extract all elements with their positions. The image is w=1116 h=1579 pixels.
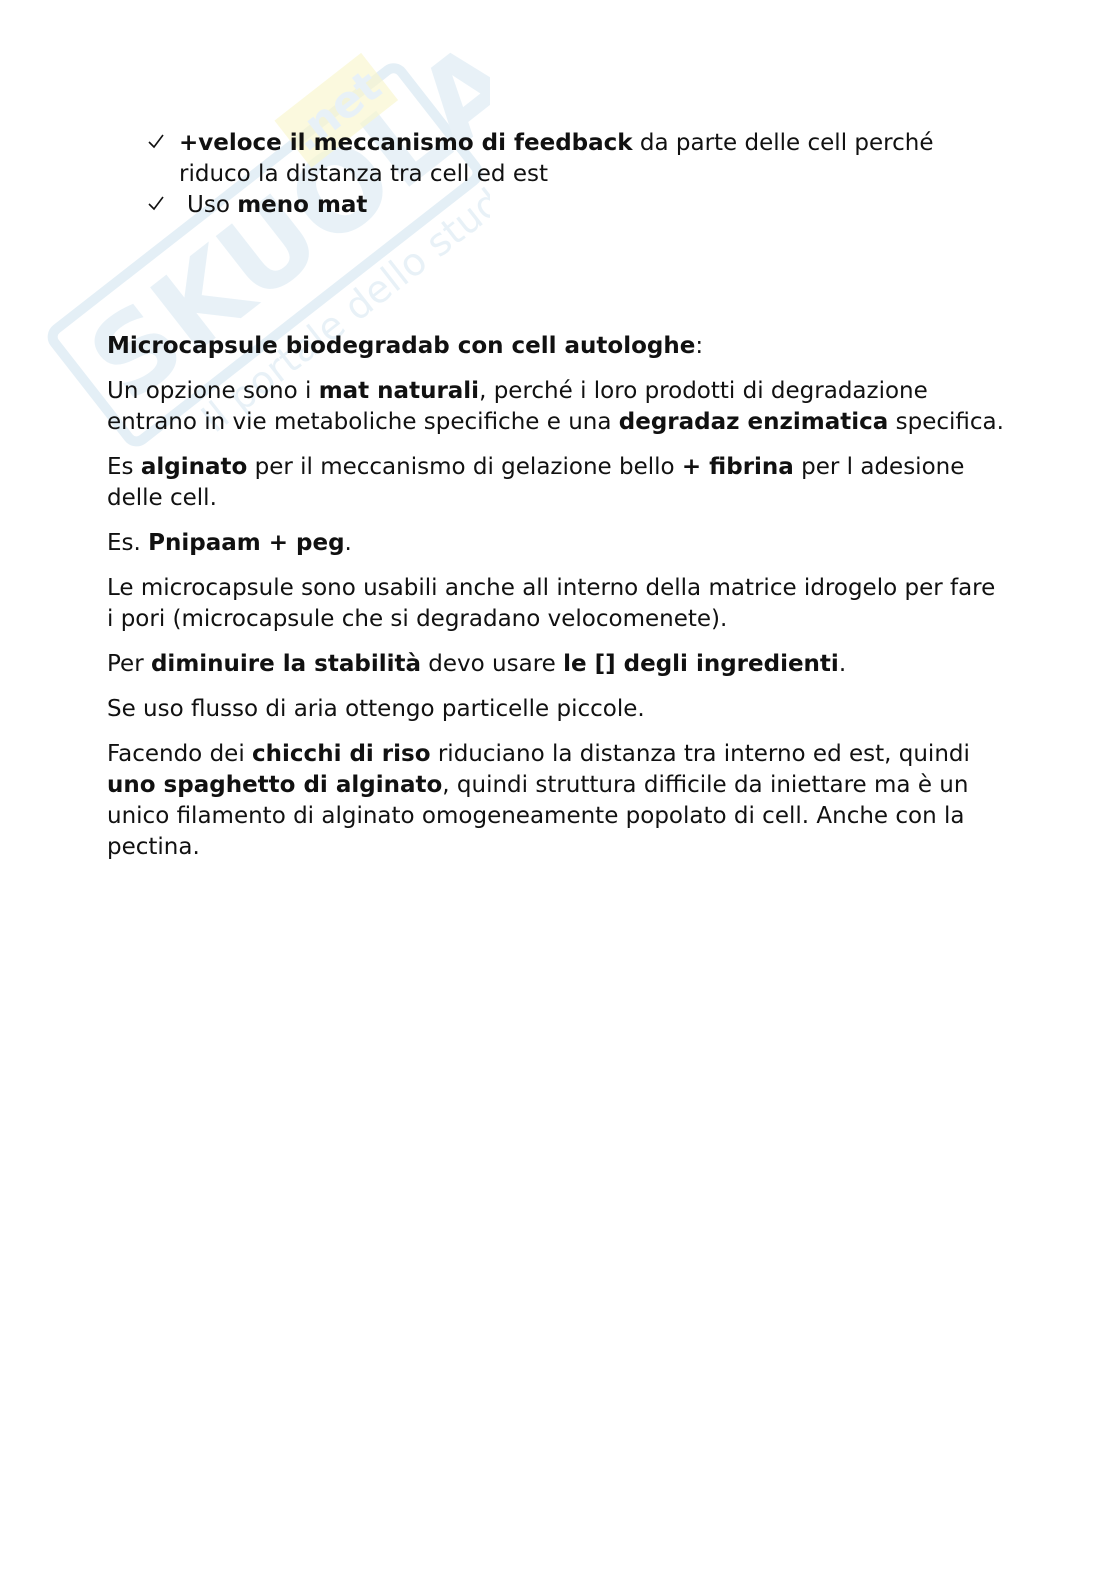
bullet-text-continued: riduco la distanza tra cell ed est [179, 161, 548, 187]
bullet-text: da parte delle cell perché [632, 130, 934, 156]
heading-suffix: : [695, 333, 704, 359]
bold-run: alginato [140, 454, 248, 480]
bullet-text: Uso [187, 192, 238, 218]
paragraph [107, 376, 1007, 438]
heading-text: Microcapsule biodegradab con cell autologhe [107, 333, 696, 359]
text-run: Un opzione sono i [107, 378, 319, 404]
svg-text:.net: .net [281, 60, 391, 162]
paragraph [107, 694, 1007, 725]
section-heading [107, 331, 1007, 362]
bold-run: chicchi di riso [252, 741, 431, 767]
bold-run: uno spaghetto di alginato [107, 772, 443, 798]
text-run: specifica. [888, 409, 1004, 435]
text-run: Se uso flusso di aria ottengo particelle piccole. [107, 696, 645, 722]
text-run: devo usare [421, 651, 564, 677]
text-run: Es. [107, 530, 149, 556]
bold-run: degradaz enzimatica [618, 409, 889, 435]
bold-run: Pnipaam + peg [148, 530, 345, 556]
text-run: Es [107, 454, 141, 480]
bold-run: + fibrina [681, 454, 794, 480]
list-item [107, 190, 1007, 221]
text-run: riduciano la distanza tra interno ed est, quindi [430, 741, 970, 767]
text-run: , quindi struttura difficile da iniettare ma è un unico filamento di alginato omogeneamente popolato di cell. Anche con la pectina. [107, 772, 969, 860]
text-run: . [344, 530, 352, 556]
paragraph [107, 528, 1007, 559]
list-item [107, 128, 1007, 190]
paragraph [107, 649, 1007, 680]
paragraph [107, 452, 1007, 514]
paragraph [107, 739, 1007, 863]
checkmark-icon [147, 194, 165, 212]
checkmark-icon [147, 132, 165, 150]
checklist [107, 128, 1007, 221]
text-run: Le microcapsule sono usabili anche all interno della matrice idrogelo per fare i pori (microcapsule che si degradano velocomenete). [107, 575, 996, 632]
svg-text:Il portale dello studente: Il portale dello studente [193, 126, 490, 441]
bullet-bold: +veloce il meccanismo di feedback [179, 130, 633, 156]
text-run: per l adesione delle cell. [107, 454, 965, 511]
bold-run: le [] degli ingredienti [563, 651, 839, 677]
bullet-bold: meno mat [237, 192, 368, 218]
bold-run: mat naturali [318, 378, 480, 404]
text-run: per il meccanismo di gelazione bello [247, 454, 682, 480]
text-run: , perché i loro prodotti di degradazione entrano in vie metaboliche specifiche e una [107, 378, 928, 435]
text-run: Per [107, 651, 151, 677]
bold-run: diminuire la stabilità [150, 651, 421, 677]
text-run: Facendo dei [107, 741, 253, 767]
paragraph [107, 573, 1007, 635]
document-page [107, 128, 1007, 877]
text-run: . [838, 651, 847, 677]
svg-text:SKUOLA: SKUOLA [66, 40, 490, 427]
